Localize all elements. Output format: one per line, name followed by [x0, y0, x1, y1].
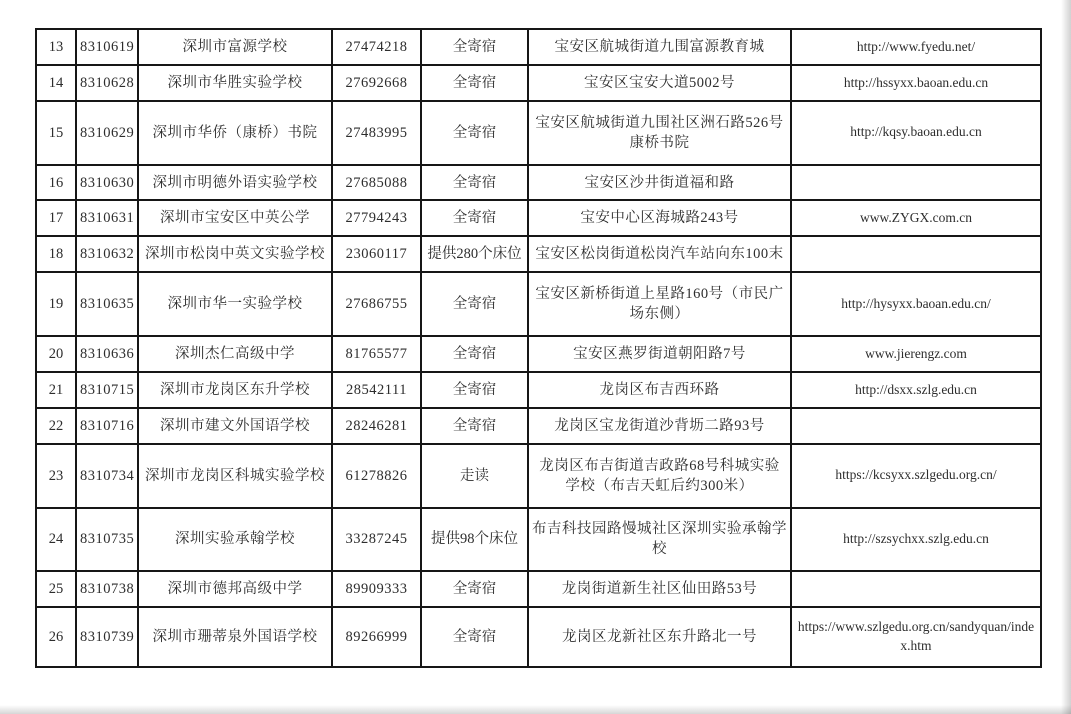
- cell-school-name: 深圳市华胜实验学校: [138, 65, 332, 101]
- scan-edge-bottom-artifact: [0, 705, 1071, 714]
- cell-row-number: 22: [36, 408, 76, 444]
- cell-row-number: 25: [36, 571, 76, 607]
- table-row: [36, 29, 1041, 65]
- cell-website-url: [791, 165, 1041, 201]
- cell-boarding-status: 走读: [421, 444, 528, 508]
- school-list-table: [35, 28, 1042, 668]
- cell-school-code: 8310631: [76, 200, 138, 236]
- cell-row-number: 18: [36, 236, 76, 272]
- cell-school-name: 深圳市松岗中英文实验学校: [138, 236, 332, 272]
- cell-school-code: 8310635: [76, 272, 138, 336]
- cell-address: 布吉科技园路慢城社区深圳实验承翰学校: [528, 508, 791, 572]
- table-row: [36, 236, 1041, 272]
- cell-address: 宝安区松岗街道松岗汽车站向东100末: [528, 236, 791, 272]
- cell-row-number: 14: [36, 65, 76, 101]
- cell-website-url: https://kcsyxx.szlgedu.org.cn/: [791, 444, 1041, 508]
- cell-website-url: http://hssyxx.baoan.edu.cn: [791, 65, 1041, 101]
- cell-boarding-status: 提供98个床位: [421, 508, 528, 572]
- cell-phone-number: 28246281: [332, 408, 421, 444]
- cell-boarding-status: 提供280个床位: [421, 236, 528, 272]
- cell-phone-number: 28542111: [332, 372, 421, 408]
- cell-boarding-status: 全寄宿: [421, 408, 528, 444]
- cell-phone-number: 33287245: [332, 508, 421, 572]
- table-row: [36, 508, 1041, 572]
- cell-boarding-status: 全寄宿: [421, 65, 528, 101]
- cell-school-code: 8310619: [76, 29, 138, 65]
- cell-address: 宝安区燕罗街道朝阳路7号: [528, 336, 791, 372]
- cell-row-number: 24: [36, 508, 76, 572]
- cell-address: 宝安区新桥街道上星路160号（市民广场东侧）: [528, 272, 791, 336]
- cell-school-code: 8310628: [76, 65, 138, 101]
- cell-school-name: 深圳市龙岗区东升学校: [138, 372, 332, 408]
- table-row: [36, 336, 1041, 372]
- cell-website-url: http://szsychxx.szlg.edu.cn: [791, 508, 1041, 572]
- cell-phone-number: 27474218: [332, 29, 421, 65]
- cell-school-code: 8310739: [76, 607, 138, 667]
- table-row: [36, 200, 1041, 236]
- cell-address: 龙岗区龙新社区东升路北一号: [528, 607, 791, 667]
- cell-school-name: 深圳市龙岗区科城实验学校: [138, 444, 332, 508]
- cell-row-number: 23: [36, 444, 76, 508]
- cell-school-name: 深圳市华一实验学校: [138, 272, 332, 336]
- cell-phone-number: 27692668: [332, 65, 421, 101]
- cell-boarding-status: 全寄宿: [421, 372, 528, 408]
- cell-boarding-status: 全寄宿: [421, 101, 528, 165]
- cell-school-code: 8310735: [76, 508, 138, 572]
- cell-website-url: [791, 408, 1041, 444]
- cell-address: 龙岗区宝龙街道沙背坜二路93号: [528, 408, 791, 444]
- cell-address: 龙岗区布吉街道吉政路68号科城实验学校（布吉天虹后约300米）: [528, 444, 791, 508]
- cell-school-name: 深圳实验承翰学校: [138, 508, 332, 572]
- cell-boarding-status: 全寄宿: [421, 272, 528, 336]
- cell-website-url: www.jierengz.com: [791, 336, 1041, 372]
- cell-school-name: 深圳市富源学校: [138, 29, 332, 65]
- cell-row-number: 16: [36, 165, 76, 201]
- cell-school-code: 8310734: [76, 444, 138, 508]
- cell-address: 宝安区航城街道九围社区洲石路526号康桥书院: [528, 101, 791, 165]
- cell-phone-number: 81765577: [332, 336, 421, 372]
- cell-row-number: 17: [36, 200, 76, 236]
- cell-boarding-status: 全寄宿: [421, 571, 528, 607]
- cell-row-number: 13: [36, 29, 76, 65]
- cell-school-code: 8310636: [76, 336, 138, 372]
- table-row: [36, 101, 1041, 165]
- cell-phone-number: 23060117: [332, 236, 421, 272]
- cell-school-name: 深圳市德邦高级中学: [138, 571, 332, 607]
- cell-phone-number: 27685088: [332, 165, 421, 201]
- table-row: [36, 571, 1041, 607]
- cell-boarding-status: 全寄宿: [421, 200, 528, 236]
- cell-website-url: [791, 571, 1041, 607]
- cell-school-code: 8310629: [76, 101, 138, 165]
- cell-address: 宝安区航城街道九围富源教育城: [528, 29, 791, 65]
- cell-address: 龙岗区布吉西环路: [528, 372, 791, 408]
- table-row: [36, 444, 1041, 508]
- cell-row-number: 20: [36, 336, 76, 372]
- cell-school-name: 深圳市华侨（康桥）书院: [138, 101, 332, 165]
- cell-phone-number: 89266999: [332, 607, 421, 667]
- table-row: [36, 607, 1041, 667]
- cell-phone-number: 27686755: [332, 272, 421, 336]
- cell-school-name: 深圳市珊蒂泉外国语学校: [138, 607, 332, 667]
- school-table-body: [36, 29, 1041, 667]
- cell-address: 龙岗街道新生社区仙田路53号: [528, 571, 791, 607]
- cell-school-name: 深圳市明德外语实验学校: [138, 165, 332, 201]
- cell-row-number: 19: [36, 272, 76, 336]
- cell-phone-number: 27483995: [332, 101, 421, 165]
- cell-website-url: http://www.fyedu.net/: [791, 29, 1041, 65]
- cell-school-name: 深圳市宝安区中英公学: [138, 200, 332, 236]
- table-row: [36, 408, 1041, 444]
- cell-boarding-status: 全寄宿: [421, 336, 528, 372]
- cell-school-name: 深圳杰仁高级中学: [138, 336, 332, 372]
- cell-website-url: http://dsxx.szlg.edu.cn: [791, 372, 1041, 408]
- cell-row-number: 21: [36, 372, 76, 408]
- cell-school-code: 8310716: [76, 408, 138, 444]
- cell-address: 宝安区宝安大道5002号: [528, 65, 791, 101]
- table-row: [36, 65, 1041, 101]
- cell-phone-number: 27794243: [332, 200, 421, 236]
- cell-website-url: http://kqsy.baoan.edu.cn: [791, 101, 1041, 165]
- table-row: [36, 165, 1041, 201]
- cell-school-name: 深圳市建文外国语学校: [138, 408, 332, 444]
- cell-school-code: 8310632: [76, 236, 138, 272]
- cell-row-number: 15: [36, 101, 76, 165]
- table-row: [36, 372, 1041, 408]
- cell-school-code: 8310715: [76, 372, 138, 408]
- cell-website-url: https://www.szlgedu.org.cn/sandyquan/index.htm: [791, 607, 1041, 667]
- cell-address: 宝安区沙井街道福和路: [528, 165, 791, 201]
- cell-boarding-status: 全寄宿: [421, 29, 528, 65]
- scan-edge-right-artifact: [1061, 0, 1071, 714]
- cell-website-url: www.ZYGX.com.cn: [791, 200, 1041, 236]
- cell-school-code: 8310630: [76, 165, 138, 201]
- cell-phone-number: 89909333: [332, 571, 421, 607]
- cell-website-url: http://hysyxx.baoan.edu.cn/: [791, 272, 1041, 336]
- cell-website-url: [791, 236, 1041, 272]
- cell-boarding-status: 全寄宿: [421, 165, 528, 201]
- cell-boarding-status: 全寄宿: [421, 607, 528, 667]
- cell-address: 宝安中心区海城路243号: [528, 200, 791, 236]
- cell-school-code: 8310738: [76, 571, 138, 607]
- table-row: [36, 272, 1041, 336]
- cell-row-number: 26: [36, 607, 76, 667]
- cell-phone-number: 61278826: [332, 444, 421, 508]
